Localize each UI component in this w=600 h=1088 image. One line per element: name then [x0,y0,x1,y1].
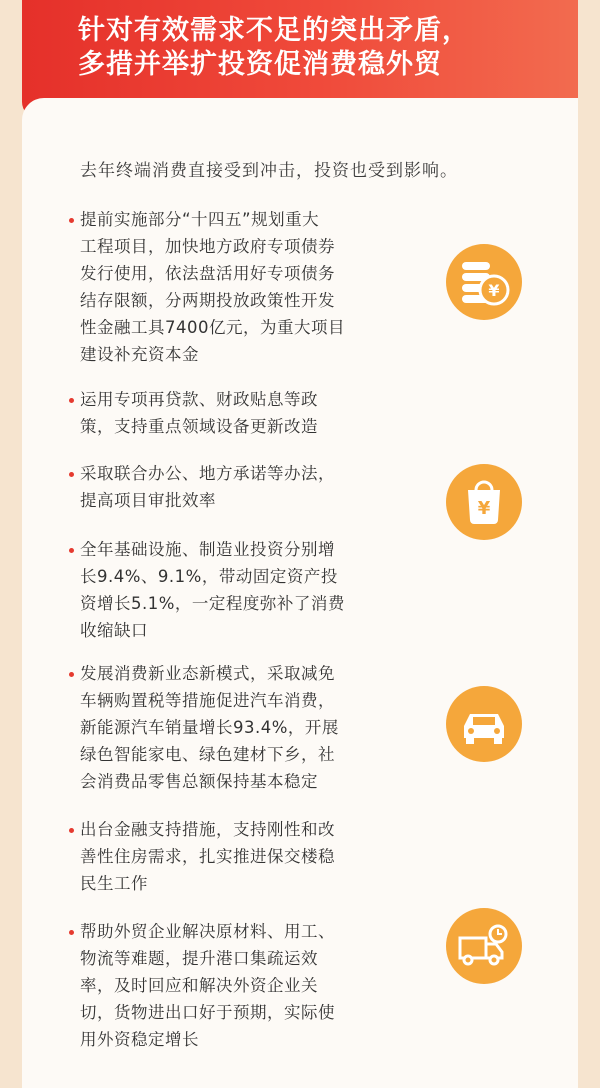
title-line-2: 多措并举扩投资促消费稳外贸 [78,49,442,80]
svg-text:¥: ¥ [488,281,500,300]
bullet-dot [69,672,74,677]
list-item: 运用专项再贷款、财政贴息等政 策，支持重点领域设备更新改造 [80,386,430,440]
title-line-1: 针对有效需求不足的突出矛盾， [78,15,470,46]
list-item: 帮助外贸企业解决原材料、用工、 物流等难题，提升港口集疏运效 率，及时回应和解决外资企业关 切，货物进出口好于预期，实际使 用外资稳定增长 [80,918,430,1053]
list-item: 全年基础设施、制造业投资分别增 长9.4%、9.1%，带动固定资产投 资增长5.1%，一定程度弥补了消费 收缩缺口 [80,536,430,644]
bullet-dot [69,828,74,833]
coins-icon [446,244,522,320]
svg-text:¥: ¥ [477,498,491,519]
shopping-bag-icon [446,464,522,540]
intro-text: 去年终端消费直接受到冲击，投资也受到影响。 [80,161,458,181]
list-item: 提前实施部分“十四五”规划重大 工程项目，加快地方政府专项债券 发行使用，依法盘活用好专项债务 结存限额，分两期投放政策性开发 性金融工具7400亿元，为重大项目 建设补充资本金 [80,206,430,368]
list-item: 出台金融支持措施，支持刚性和改 善性住房需求，扎实推进保交楼稳 民生工作 [80,816,430,897]
delivery-truck-icon [446,908,522,984]
list-item: 发展消费新业态新模式，采取减免 车辆购置税等措施促进汽车消费， 新能源汽车销量增长93.4%，开展 绿色智能家电、绿色建材下乡，社 会消费品零售总额保持基本稳定 [80,660,430,795]
bullet-dot [69,548,74,553]
bullet-dot [69,472,74,477]
bullet-dot [69,930,74,935]
bullet-dot [69,398,74,403]
bullet-dot [69,218,74,223]
car-icon [446,686,522,762]
list-item: 采取联合办公、地方承诺等办法， 提高项目审批效率 [80,460,430,514]
